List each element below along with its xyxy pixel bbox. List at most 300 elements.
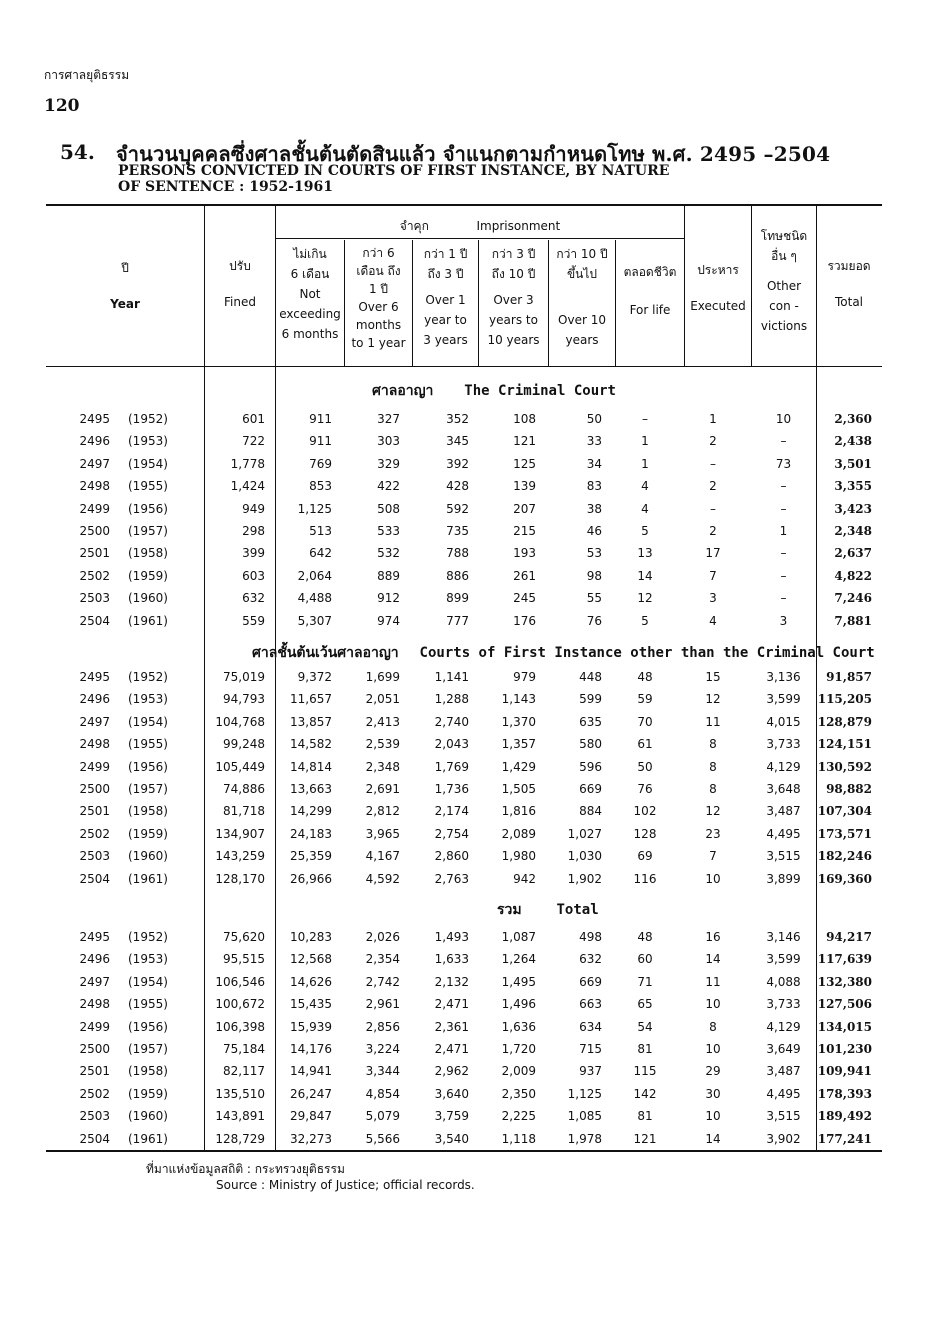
cell-not-exceeding-6-months: 4,488 <box>297 591 332 606</box>
cell-over-10-years: 448 <box>579 670 602 684</box>
cell-year-be: 2500 <box>79 524 110 538</box>
cell-over-1-year: 1,493 <box>434 930 469 944</box>
cell-other-convictions: – <box>780 568 787 583</box>
header-other-en-2: con - <box>769 299 799 313</box>
cell-not-exceeding-6-months: 26,247 <box>290 1086 332 1101</box>
cell-over-10-years: 715 <box>579 1042 602 1056</box>
header-fined <box>206 256 274 312</box>
table-row <box>0 479 941 499</box>
cell-year-be: 2501 <box>79 1064 110 1079</box>
cell-total: 173,571 <box>817 826 872 841</box>
header-3y-en-2: years to <box>489 313 538 327</box>
table-row <box>0 760 941 780</box>
header-other-en-3: victions <box>760 319 808 333</box>
table-row <box>0 1132 941 1152</box>
cell-other-convictions: 1 <box>779 524 788 538</box>
cell-over-10-years: 83 <box>586 479 602 494</box>
cell-for-life: 1 <box>641 434 649 449</box>
cell-over-1-year: 2,860 <box>434 849 469 864</box>
table-row <box>0 591 941 611</box>
cell-total: 115,205 <box>817 692 872 707</box>
section-heading-other-courts <box>252 642 875 664</box>
cell-year-ce: (1959) <box>128 568 168 583</box>
cell-year-be: 2499 <box>79 1019 110 1034</box>
cell-over-6-months: 2,348 <box>365 759 400 774</box>
cell-not-exceeding-6-months: 14,941 <box>290 1064 332 1079</box>
cell-over-6-months: 303 <box>377 434 400 449</box>
cell-other-convictions: 4,129 <box>766 759 801 774</box>
cell-year-ce: (1952) <box>128 412 168 426</box>
cell-for-life: 12 <box>637 591 653 606</box>
cell-executed: 4 <box>709 613 717 628</box>
cell-executed: 14 <box>705 1131 721 1146</box>
cell-not-exceeding-6-months: 14,582 <box>290 737 332 752</box>
cell-year-ce: (1954) <box>128 714 168 729</box>
cell-year-ce: (1960) <box>128 591 168 606</box>
cell-year-ce: (1953) <box>128 952 168 967</box>
header-other-en-1: Other <box>766 279 802 293</box>
cell-year-ce: (1959) <box>128 1086 168 1101</box>
title-english-line1: PERSONS CONVICTED IN COURTS OF FIRST INSTANCE, BY NATURE <box>118 163 670 179</box>
cell-total: 117,639 <box>817 952 872 967</box>
cell-year-be: 2497 <box>79 714 110 729</box>
cell-year-be: 2500 <box>79 782 110 796</box>
cell-other-convictions: 3,733 <box>766 737 801 752</box>
cell-fined: 128,170 <box>215 871 265 886</box>
cell-over-1-year: 3,759 <box>434 1109 469 1124</box>
cell-other-convictions: 3,515 <box>766 1109 801 1124</box>
header-1y-th-1: กว่า 1 ปี <box>423 247 468 261</box>
cell-other-convictions: – <box>780 479 787 494</box>
cell-year-ce: (1955) <box>128 997 168 1012</box>
table-row <box>0 569 941 589</box>
cell-for-life: 76 <box>637 782 653 796</box>
cell-other-convictions: – <box>780 434 787 449</box>
cell-other-convictions: 4,495 <box>766 826 801 841</box>
cell-not-exceeding-6-months: 15,939 <box>290 1019 332 1034</box>
cell-over-6-months: 2,051 <box>365 692 400 707</box>
cell-for-life: 50 <box>637 759 653 774</box>
cell-not-exceeding-6-months: 14,626 <box>290 974 332 989</box>
cell-year-ce: (1956) <box>128 501 168 516</box>
section-label-th: รวม <box>497 902 522 918</box>
cell-fined: 632 <box>242 591 265 606</box>
cell-over-6-months: 422 <box>377 479 400 494</box>
cell-year-be: 2496 <box>79 952 110 967</box>
cell-not-exceeding-6-months: 1,125 <box>297 501 332 516</box>
running-head: การศาลยุติธรรม <box>44 68 130 82</box>
cell-not-exceeding-6-months: 32,273 <box>290 1131 332 1146</box>
cell-fined: 82,117 <box>223 1064 265 1079</box>
cell-executed: 8 <box>709 737 717 752</box>
cell-executed: – <box>710 456 716 471</box>
cell-fined: 75,019 <box>223 670 265 684</box>
cell-for-life: 1 <box>641 456 649 471</box>
cell-over-3-years: 1,816 <box>501 804 536 819</box>
header-10y-th-2: ขึ้นไป <box>566 267 598 281</box>
cell-over-3-years: 207 <box>513 501 536 516</box>
cell-executed: 8 <box>709 1019 717 1034</box>
cell-other-convictions: 3,899 <box>766 871 801 886</box>
cell-other-convictions: 4,495 <box>766 1086 801 1101</box>
cell-year-be: 2504 <box>79 1131 110 1146</box>
cell-over-1-year: 788 <box>446 546 469 561</box>
cell-total: 189,492 <box>817 1109 872 1124</box>
cell-year-ce: (1958) <box>128 546 168 561</box>
header-fined-en: Fined <box>224 295 256 309</box>
cell-over-3-years: 125 <box>513 456 536 471</box>
cell-executed: 3 <box>709 591 717 606</box>
cell-other-convictions: 4,015 <box>766 714 801 729</box>
cell-total: 127,506 <box>817 997 872 1012</box>
cell-over-6-months: 912 <box>377 591 400 606</box>
cell-year-ce: (1955) <box>128 737 168 752</box>
cell-over-1-year: 2,471 <box>434 997 469 1012</box>
cell-year-be: 2495 <box>79 412 110 426</box>
cell-other-convictions: – <box>780 546 787 561</box>
header-3y-en-1: Over 3 <box>493 293 534 307</box>
table-row <box>0 614 941 634</box>
header-life-th: ตลอดชีวิต <box>623 265 677 279</box>
cell-executed: – <box>710 501 716 516</box>
cell-year-be: 2499 <box>79 501 110 516</box>
cell-over-10-years: 98 <box>586 568 602 583</box>
cell-over-3-years: 1,357 <box>501 737 536 752</box>
header-total-en: Total <box>834 295 864 309</box>
cell-other-convictions: 3,487 <box>766 804 801 819</box>
cell-for-life: – <box>642 412 648 426</box>
cell-over-6-months: 2,812 <box>365 804 400 819</box>
cell-other-convictions: 10 <box>775 412 792 426</box>
section-heading-criminal-court <box>372 380 616 402</box>
cell-executed: 12 <box>705 804 721 819</box>
header-total-th: รวมยอด <box>827 259 871 273</box>
cell-over-1-year: 2,754 <box>434 826 469 841</box>
cell-over-3-years: 261 <box>513 568 536 583</box>
title-english <box>118 163 669 195</box>
cell-fined: 75,620 <box>223 930 265 944</box>
cell-over-3-years: 1,118 <box>501 1131 536 1146</box>
cell-executed: 8 <box>709 782 717 796</box>
cell-over-6-months: 4,854 <box>365 1086 400 1101</box>
cell-other-convictions: – <box>780 501 787 516</box>
cell-over-1-year: 2,471 <box>434 1042 469 1056</box>
cell-over-3-years: 2,350 <box>501 1086 536 1101</box>
cell-not-exceeding-6-months: 24,183 <box>290 826 332 841</box>
cell-for-life: 121 <box>633 1131 657 1146</box>
cell-executed: 14 <box>705 952 721 967</box>
header-10y-en-1: Over 10 <box>558 313 606 327</box>
table-row <box>0 457 941 477</box>
cell-for-life: 81 <box>637 1042 653 1056</box>
cell-over-6-months: 2,026 <box>365 930 400 944</box>
cell-fined: 106,546 <box>215 974 265 989</box>
cell-year-ce: (1954) <box>128 974 168 989</box>
cell-fined: 81,718 <box>223 804 265 819</box>
cell-year-be: 2504 <box>79 613 110 628</box>
cell-over-1-year: 777 <box>446 613 469 628</box>
cell-executed: 29 <box>705 1064 721 1079</box>
table-row <box>0 546 941 566</box>
cell-fined: 603 <box>242 568 265 583</box>
cell-total: 94,217 <box>826 930 872 944</box>
cell-over-1-year: 886 <box>446 568 469 583</box>
cell-over-10-years: 76 <box>586 613 602 628</box>
cell-executed: 2 <box>709 434 717 449</box>
cell-over-10-years: 663 <box>579 997 602 1012</box>
cell-fined: 399 <box>242 546 265 561</box>
cell-for-life: 4 <box>641 501 649 516</box>
table-row <box>0 997 941 1017</box>
cell-other-convictions: 3,902 <box>766 1131 801 1146</box>
cell-year-ce: (1960) <box>128 1109 168 1124</box>
cell-over-3-years: 942 <box>513 871 536 886</box>
cell-total: 4,822 <box>834 568 872 583</box>
cell-over-1-year: 899 <box>446 591 469 606</box>
cell-year-be: 2496 <box>79 434 110 449</box>
header-exec-en: Executed <box>690 299 746 313</box>
cell-over-1-year: 735 <box>446 524 469 538</box>
cell-year-ce: (1961) <box>128 613 168 628</box>
cell-over-10-years: 596 <box>579 759 602 774</box>
cell-over-3-years: 176 <box>513 613 536 628</box>
cell-over-6-months: 2,691 <box>365 782 400 796</box>
cell-not-exceeding-6-months: 14,176 <box>290 1042 332 1056</box>
cell-over-3-years: 1,429 <box>501 759 536 774</box>
cell-year-ce: (1955) <box>128 479 168 494</box>
cell-year-be: 2504 <box>79 871 110 886</box>
cell-year-be: 2503 <box>79 591 110 606</box>
header-over-1-year <box>413 244 478 350</box>
cell-executed: 30 <box>705 1086 721 1101</box>
cell-over-1-year: 1,141 <box>434 670 469 684</box>
cell-over-3-years: 2,009 <box>501 1064 536 1079</box>
cell-year-be: 2497 <box>79 456 110 471</box>
header-n6-en-1: Not <box>299 287 321 301</box>
cell-not-exceeding-6-months: 5,307 <box>297 613 332 628</box>
header-3y-th-2: ถึง 10 ปี <box>491 267 536 281</box>
cell-for-life: 61 <box>637 737 653 752</box>
cell-year-be: 2502 <box>79 826 110 841</box>
cell-total: 2,360 <box>834 412 872 426</box>
cell-for-life: 59 <box>637 692 653 707</box>
cell-year-be: 2503 <box>79 849 110 864</box>
table-row <box>0 1087 941 1107</box>
header-n6-th-2: 6 เดือน <box>290 267 330 281</box>
cell-executed: 7 <box>709 568 717 583</box>
cell-over-10-years: 1,085 <box>567 1109 602 1124</box>
header-total <box>817 256 881 312</box>
cell-over-10-years: 884 <box>579 804 602 819</box>
cell-over-10-years: 599 <box>579 692 602 707</box>
header-6m-th-2: เดือน ถึง <box>356 264 401 278</box>
cell-for-life: 70 <box>637 714 653 729</box>
header-6m-en-3: to 1 year <box>351 336 406 350</box>
cell-over-10-years: 46 <box>586 524 602 538</box>
cell-year-be: 2503 <box>79 1109 110 1124</box>
cell-other-convictions: 3,599 <box>766 692 801 707</box>
cell-over-6-months: 5,079 <box>365 1109 400 1124</box>
cell-over-3-years: 1,264 <box>501 952 536 967</box>
cell-executed: 2 <box>709 479 717 494</box>
cell-fined: 95,515 <box>223 952 265 967</box>
cell-total: 2,438 <box>834 434 872 449</box>
header-1y-en-1: Over 1 <box>425 293 466 307</box>
cell-fined: 134,907 <box>215 826 265 841</box>
cell-over-10-years: 498 <box>579 930 602 944</box>
header-imprisonment <box>300 216 660 236</box>
cell-year-be: 2497 <box>79 974 110 989</box>
cell-not-exceeding-6-months: 9,372 <box>297 670 332 684</box>
cell-fined: 99,248 <box>223 737 265 752</box>
cell-total: 7,246 <box>834 591 872 606</box>
cell-over-3-years: 1,496 <box>501 997 536 1012</box>
table-row <box>0 1020 941 1040</box>
cell-over-6-months: 5,566 <box>365 1131 400 1146</box>
cell-fined: 1,424 <box>230 479 265 494</box>
table-row <box>0 670 941 690</box>
cell-over-6-months: 2,354 <box>365 952 400 967</box>
cell-other-convictions: 3,599 <box>766 952 801 967</box>
cell-total: 2,348 <box>834 524 872 538</box>
cell-other-convictions: – <box>780 591 787 606</box>
cell-over-3-years: 1,720 <box>501 1042 536 1056</box>
cell-over-10-years: 50 <box>586 412 602 426</box>
cell-over-1-year: 392 <box>446 456 469 471</box>
cell-over-10-years: 669 <box>579 782 602 796</box>
cell-year-be: 2499 <box>79 759 110 774</box>
cell-year-ce: (1960) <box>128 849 168 864</box>
cell-year-be: 2500 <box>79 1042 110 1056</box>
cell-for-life: 142 <box>633 1086 657 1101</box>
section-label-en: Total <box>556 902 599 918</box>
cell-other-convictions: 3,136 <box>766 670 801 684</box>
cell-executed: 10 <box>705 997 721 1012</box>
cell-over-1-year: 592 <box>446 501 469 516</box>
header-6m-th-3: 1 ปี <box>368 282 389 296</box>
cell-for-life: 81 <box>637 1109 653 1124</box>
cell-for-life: 116 <box>633 871 657 886</box>
cell-over-10-years: 632 <box>579 952 602 967</box>
cell-total: 130,592 <box>817 759 872 774</box>
cell-year-be: 2495 <box>79 670 110 684</box>
cell-year-ce: (1954) <box>128 456 168 471</box>
cell-total: 2,637 <box>834 546 872 561</box>
cell-year-ce: (1958) <box>128 804 168 819</box>
cell-over-3-years: 1,636 <box>501 1019 536 1034</box>
cell-not-exceeding-6-months: 642 <box>309 546 332 561</box>
cell-fined: 143,891 <box>215 1109 265 1124</box>
cell-over-6-months: 508 <box>377 501 400 516</box>
header-1y-en-2: year to <box>424 313 467 327</box>
cell-over-1-year: 3,640 <box>434 1086 469 1101</box>
cell-year-ce: (1952) <box>128 670 168 684</box>
cell-over-6-months: 2,539 <box>365 737 400 752</box>
cell-total: 91,857 <box>826 670 872 684</box>
cell-other-convictions: 3,648 <box>766 782 801 796</box>
table-row <box>0 715 941 735</box>
cell-over-3-years: 2,089 <box>501 826 536 841</box>
cell-fined: 100,672 <box>215 997 265 1012</box>
title-thai: จำนวนบุคคลซึ่งศาลชั้นต้นตัดสินแล้ว จำแนกตามกำหนดโทษ พ.ศ. 2495 –2504 <box>116 142 831 166</box>
cell-over-3-years: 139 <box>513 479 536 494</box>
cell-executed: 1 <box>709 412 717 426</box>
cell-year-be: 2496 <box>79 692 110 707</box>
cell-year-be: 2502 <box>79 1086 110 1101</box>
cell-over-3-years: 1,143 <box>501 692 536 707</box>
cell-over-10-years: 55 <box>586 591 602 606</box>
cell-for-life: 48 <box>637 670 653 684</box>
cell-fined: 1,778 <box>230 456 265 471</box>
cell-over-6-months: 3,965 <box>365 826 400 841</box>
header-imprisonment-th: จำคุก <box>399 219 429 233</box>
table-row <box>0 524 941 544</box>
table-row <box>0 952 941 972</box>
cell-fined: 75,184 <box>223 1042 265 1056</box>
table-row <box>0 782 941 802</box>
table-row <box>0 737 941 757</box>
imprisonment-span-rule <box>275 238 684 239</box>
cell-total: 124,151 <box>817 737 872 752</box>
cell-total: 169,360 <box>817 871 872 886</box>
cell-other-convictions: 3,733 <box>766 997 801 1012</box>
cell-executed: 23 <box>705 826 721 841</box>
cell-not-exceeding-6-months: 14,814 <box>290 759 332 774</box>
cell-total: 128,879 <box>817 714 872 729</box>
cell-not-exceeding-6-months: 13,857 <box>290 714 332 729</box>
section-label-en: The Criminal Court <box>464 383 616 399</box>
cell-over-3-years: 215 <box>513 524 536 538</box>
cell-year-ce: (1961) <box>128 1131 168 1146</box>
cell-fined: 105,449 <box>215 759 265 774</box>
cell-over-3-years: 1,505 <box>501 782 536 796</box>
cell-for-life: 48 <box>637 930 653 944</box>
cell-over-6-months: 2,856 <box>365 1019 400 1034</box>
cell-over-10-years: 1,030 <box>567 849 602 864</box>
header-year-en: Year <box>110 297 140 311</box>
cell-total: 178,393 <box>817 1086 872 1101</box>
cell-total: 132,380 <box>817 974 872 989</box>
cell-for-life: 5 <box>641 524 649 538</box>
cell-year-ce: (1956) <box>128 1019 168 1034</box>
section-label-th: ศาลชั้นต้นเว้นศาลอาญา <box>252 645 399 661</box>
cell-year-ce: (1958) <box>128 1064 168 1079</box>
table-row <box>0 804 941 824</box>
cell-not-exceeding-6-months: 769 <box>309 456 332 471</box>
cell-over-6-months: 329 <box>377 456 400 471</box>
cell-executed: 7 <box>709 849 717 864</box>
cell-other-convictions: 3,146 <box>766 930 801 944</box>
cell-over-10-years: 33 <box>586 434 602 449</box>
cell-fined: 128,729 <box>215 1131 265 1146</box>
cell-over-1-year: 1,288 <box>434 692 469 707</box>
cell-year-ce: (1952) <box>128 930 168 944</box>
header-6m-en-2: months <box>355 318 402 332</box>
cell-total: 182,246 <box>817 849 872 864</box>
cell-over-1-year: 3,540 <box>434 1131 469 1146</box>
source-note-english: Source : Ministry of Justice; official records. <box>216 1178 475 1192</box>
cell-not-exceeding-6-months: 13,663 <box>290 782 332 796</box>
cell-over-3-years: 245 <box>513 591 536 606</box>
header-over-10-years <box>549 244 615 350</box>
table-row <box>0 849 941 869</box>
cell-over-10-years: 937 <box>579 1064 602 1079</box>
cell-executed: 10 <box>705 1109 721 1124</box>
cell-for-life: 13 <box>637 546 653 561</box>
cell-not-exceeding-6-months: 15,435 <box>290 997 332 1012</box>
cell-year-ce: (1957) <box>128 1042 168 1056</box>
header-over-6-months <box>345 244 412 352</box>
